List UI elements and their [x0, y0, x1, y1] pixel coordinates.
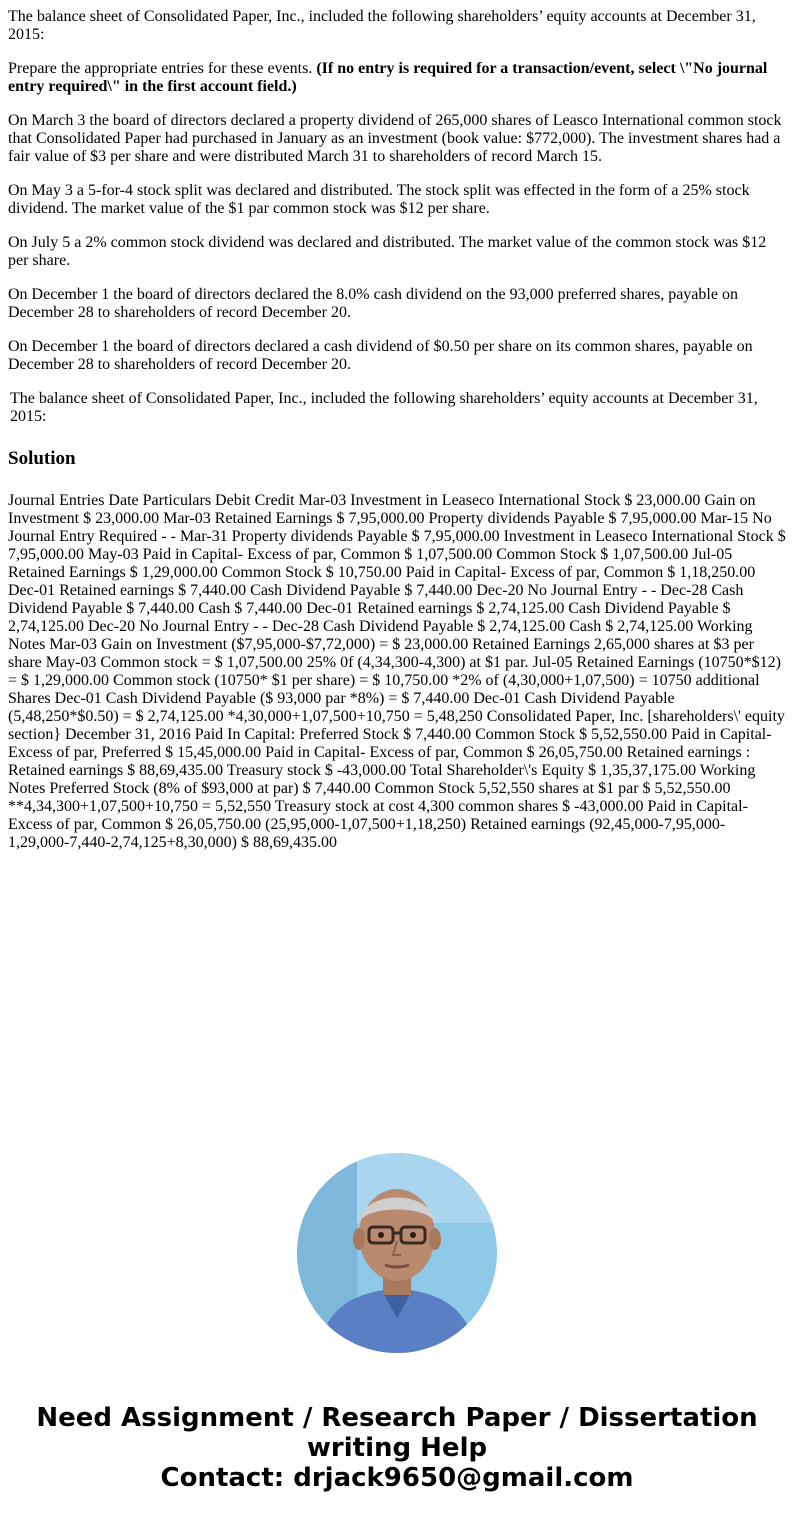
instructions-bold: (If no entry is required for a transaction/event, select \"No journal entry required\" in the first account field.): [8, 60, 768, 95]
event-jul-05: On July 5 a 2% common stock dividend was declared and distributed. The market value of the common stock was $12 per share.: [8, 234, 767, 269]
question-instructions: [8, 60, 786, 96]
question-intro: The balance sheet of Consolidated Paper, Inc., included the following shareholders’ equity accounts at December 31, 2015:: [8, 8, 756, 43]
banner-line-3: Contact: drjack9650@gmail.com: [160, 1463, 634, 1493]
banner-line-2: writing Help: [306, 1433, 488, 1463]
document-content: [8, 8, 786, 868]
instructions-text: Prepare the appropriate entries for these events.: [8, 60, 313, 77]
person-photo-icon: [297, 1153, 497, 1353]
banner-line-1: Need Assignment / Research Paper / Dissertation: [36, 1403, 758, 1433]
event-dec-01-preferred: On December 1 the board of directors declared the 8.0% cash dividend on the 93,000 preferred shares, payable on December 28 to shareholders of record December 20.: [8, 286, 738, 321]
solution-heading: Solution: [8, 448, 76, 469]
contact-banner: [0, 1403, 794, 1493]
event-may-03: On May 3 a 5-for-4 stock split was declared and distributed. The stock split was effected in the form of a 25% stock dividend. The market value of the $1 par common stock was $12 per share.: [8, 182, 750, 217]
event-dec-01-common: On December 1 the board of directors declared a cash dividend of $0.50 per share on its common shares, payable on December 28 to shareholders of record December 20.: [8, 338, 753, 373]
solution-body: Journal Entries Date Particulars Debit Credit Mar-03 Investment in Leaseco International Stock $ 23,000.00 Gain on Investment $ 23,000.00 Mar-03 Retained Earnings $ 7,95,000.00 Property dividends Payable $ 7,95,000.00 Mar-15 No Journal Entry Required - - Mar-31 Property dividends Payable $ 7,95,000.00 Investment in Leaseco International Stock $ 7,95,000.00 May-03 Paid in Capital- Excess of par, Common $ 1,07,500.00 Common Stock $ 1,07,500.00 Jul-05 Retained Earnings $ 1,29,000.00 Common Stock $ 10,750.00 Paid in Capital- Excess of par, Common $ 1,18,250.00 Dec-01 Retained earnings $ 7,440.00 Cash Dividend Payable $ 7,440.00 Dec-20 No Journal Entry - - Dec-28 Cash Dividend Payable $ 7,440.00 Cash $ 7,440.00 Dec-01 Retained earnings $ 2,74,125.00 Cash Dividend Payable $ 2,74,125.00 Dec-20 No Journal Entry - - Dec-28 Cash Dividend Payable $ 2,74,125.00 Cash $ 2,74,125.00 Working Notes Mar-03 Gain on Investment ($7,95,000-$7,72,000) = $ 23,000.00 Retained Earnings 2,65,000 shares at $3 per share May-03 Common stock = $ 1,07,500.00 25% 0f (4,34,300-4,300) at $1 par. Jul-05 Retained Earnings (10750*$12) = $ 1,29,000.00 Common stock (10750* $1 per share) = $ 10,750.00 *2% of (4,30,000+1,07,500) = 10750 additional Shares Dec-01 Cash Dividend Payable ($ 93,000 par *8%) = $ 7,440.00 Dec-01 Cash Dividend Payable (5,48,250*$0.50) = $ 2,74,125.00 *4,30,000+1,07,500+10,750 = 5,48,250 Consolidated Paper, Inc. [shareholders\' equity section} December 31, 2016 Paid In Capital: Preferred Stock $ 7,440.00 Common Stock $ 5,52,550.00 Paid in Capital- Excess of par, Preferred $ 15,45,000.00 Paid in Capital- Excess of par, Common $ 26,05,750.00 Retained earnings : Retained earnings $ 88,69,435.00 Treasury stock $ -43,000.00 Total Shareholder\'s Equity $ 1,35,37,175.00 Working Notes Preferred Stock (8% of $93,000 at par) $ 7,440.00 Common Stock 5,52,550 shares at $1 par $ 5,52,550.00 **4,34,300+1,07,500+10,750 = 5,52,550 Treasury stock at cost 4,300 common shares $ -43,000.00 Paid in Capital- Excess of par, Common $ 26,05,750.00 (25,95,000-1,07,500+1,18,250) Retained earnings (92,45,000-7,95,000-1,29,000-7,440-2,74,125+8,30,000) $ 88,69,435.00: [8, 492, 786, 851]
question-intro-repeat: The balance sheet of Consolidated Paper, Inc., included the following shareholders’ equity accounts at December 31, 2015:: [10, 390, 758, 425]
event-mar-03: On March 3 the board of directors declared a property dividend of 265,000 shares of Leasco International common stock that Consolidated Paper had purchased in January as an investment (book value: $772,000). The investment shares had a fair value of $3 per share and were distributed March 31 to shareholders of record March 15.: [8, 112, 782, 165]
author-avatar: [297, 1153, 497, 1353]
